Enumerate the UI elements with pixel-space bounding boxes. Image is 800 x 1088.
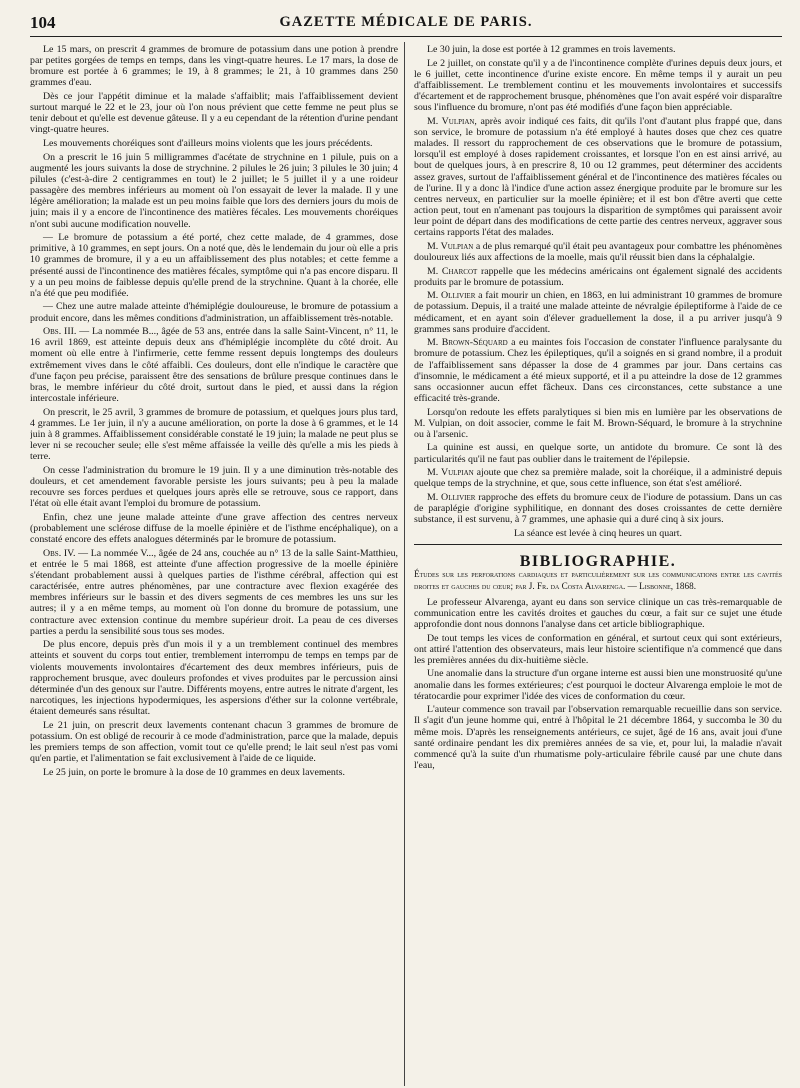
paragraph-label: M. Brown-Séquard: [427, 337, 508, 349]
page-number: 104: [30, 13, 56, 32]
paragraph-text: rapproche des effets du bromure ceux de l'iodure de potassium. Dans un cas de paraplégie d'origine syphilitique, en donnant des doses croissantes de cette dernière substance, il est survenu, à 7 grammes, une aphasie qui a duré cinq à six jours.: [414, 491, 782, 526]
left-column-paragraph: [30, 639, 398, 717]
left-column-paragraph: [30, 138, 398, 149]
right-column-paragraph: [414, 241, 782, 263]
right-column-paragraph: [414, 116, 782, 239]
session-closing: La séance est levée à cinq heures un quart.: [513, 527, 683, 539]
bibliography-paragraph: Une anomalie dans la structure d'un organe interne est aussi bien une monstruosité qu'une anomalie dans les formes extérieures; c'est pourquoi le docteur Alvarenga emploie le mot de tératocardie pour exprimer l'idée des vices de conformation du cœur.: [414, 668, 782, 702]
paragraph-text: a eu maintes fois l'occasion de constater l'influence paralysante du bromure de potassium. Chez les épileptiques, qu'il a soignés en si grand nombre, il a produit de l'affaiblissement sans dépasser la dose de 4 grammes par jour. Dans certains cas d'insomnie, le médicament a été mieux supporté, et il a pu atteindre la dose de 12 grammes sans occasionner aucun effet fâcheux. Dans ces circonstances, cette substance a une efficacité très-grande.: [414, 337, 782, 405]
column-divider: [404, 42, 405, 1086]
right-column-paragraph: [414, 467, 782, 489]
paragraph-text: On prescrit, le 25 avril, 3 grammes de bromure de potassium, et quelques jours plus tard, 4 grammes. Le 1er juin, il n'y a aucune amélioration, on porte la dose à 6 grammes, et le 14 juin à 8 grammes. Affaiblissement considérable constaté le 19 juin; la malade ne peut plus se lever ni se recoucher seule; elle s'est même affaissée la veille dès qu'elle a mis les pieds à terre.: [30, 406, 398, 463]
paragraph-text: — La nommée B..., âgée de 53 ans, entrée dans la salle Saint-Vincent, n° 11, le 16 avril 1869, est atteinte depuis deux ans d'hémiplégie incomplète du côté droit. Au moment où elle entre à l'infirmerie, cette femme ressent depuis longtemps des douleurs extrêmement vives dans le côté affaibli. Ces douleurs, dont elle n'indique le caractère que d'une façon peu précise, paraissent être des sensations de brûlure presque continues dans le bras, le membre inférieur du côté droit, surtout dans le pied, et aussi dans la région intercostale inférieure.: [30, 326, 398, 405]
paragraph-text: Le 2 juillet, on constate qu'il y a de l'incontinence complète d'urines depuis deux jours, et le 6 juillet, cette incontinence d'urine existe encore. En même temps il y aurait un peu d'affaiblissement. Le tremblement continu et les mouvements involontaires et successifs d'écartement et de rapprochement brusque, phénomènes que l'on avait espéré voir disparaître sous l'influence du bromure, n'ont pas été modifiés d'une façon bien appréciable.: [414, 57, 782, 114]
left-column: [30, 44, 398, 1084]
paragraph-label: Obs. IV.: [43, 547, 76, 559]
left-column-paragraph: [30, 720, 398, 765]
left-column-paragraph: [30, 232, 398, 299]
reference-title: Études sur les perforations cardiaques et particulièrement sur les communications entre les cavités droites et gauches du cœur;: [414, 569, 782, 591]
paragraph-label: M. Charcot: [427, 265, 478, 277]
paragraph-label: M. Ollivier: [427, 290, 476, 302]
journal-title: GAZETTE MÉDICALE DE PARIS.: [279, 14, 533, 30]
paragraph-text: Dès ce jour l'appétit diminue et la malade s'affaiblit; mais l'affaiblissement devient surtout marqué le 22 et le 23, jour où l'on nous prévient que cette femme ne peut plus se tenir debout et qu'elle est devenue gâteuse. Il y a eu cependant de la rétention d'urine pendant vingt-quatre heures.: [30, 91, 398, 136]
right-column-paragraph: [414, 44, 782, 55]
bibliography-heading: BIBLIOGRAPHIE.: [519, 552, 677, 570]
paragraph-text: On a prescrit le 16 juin 5 milligrammes d'acétate de strychnine en 1 pilule, puis on a augmenté les jours suivants la dose de strychnine. 2 pilules le 26 juin; 3 pilules le 30 juin; 4 pilules (c'est-à-dire 2 centigrammes en tout) le 2 juillet; le 5 juillet il y a une roideur passagère des membres inférieurs au moment où l'on essayait de lever la malade. Il y une légère amélioration; la malade est un peu moins faible que lors des derniers jours du mois de juin; mais il y a encore de l'incontinence des matières fécales. Les mouvements choréiques n'ont subi aucune modification nouvelle.: [30, 151, 398, 230]
right-column-paragraphs: [414, 44, 782, 525]
paragraph-text: ajoute que chez sa première malade, soit la choréique, il a administré depuis quelque temps de la strychnine, et que, sous cette influence, son état s'est amélioré.: [414, 467, 782, 490]
reference-author: par J. Fr. da Costa Alvarenga. — Lisbonne, 1868.: [513, 580, 696, 591]
paragraph-text: Le 30 juin, la dose est portée à 12 grammes en trois lavements.: [427, 44, 676, 55]
paragraph-text: Lorsqu'on redoute les effets paralytiques si bien mis en lumière par les observations de M. Vulpian, on doit associer, comme le fait M. Brown-Séquard, le bromure à la strychnine ou à l'arsenic.: [414, 406, 782, 440]
paragraph-label: M. Ollivier: [427, 491, 476, 503]
paragraph-text: Les mouvements choréiques sont d'ailleurs moins violents que les jours précédents.: [43, 138, 373, 150]
paragraph-text: — La nommée V..., âgée de 24 ans, couchée au n° 13 de la salle Saint-Matthieu, et entrée le 5 mai 1868, est atteinte d'une affection progressive de la moelle épinière s'étendant probablement aussi à quelques parties de l'isthme cérébral, affection qui est caractérisée, entre autres phénomènes, par une contracture avec flexion exagérée des membres inférieurs sur le bassin et des divers segments de ces membres les uns sur les autres; il y a en même temps, au moment où l'on donne du bromure de potassium, une contracture avec extension continue du membre supérieur droit. La peau de ces diverses parties a perdu la sensibilité sous tous ses modes.: [30, 547, 398, 637]
right-column-paragraph: [414, 266, 782, 288]
left-column-paragraph: [30, 465, 398, 510]
paragraph-text: — Le bromure de potassium a été porté, chez cette malade, de 4 grammes, dose primitive, à 10 grammes, en sept jours. On a noté que, dès le lendemain du jour où elle a pris 10 grammes de bromure, il y a eu un affaiblissement des plus notables; et cette femme a présenté aussi de l'incontinence des matières fécales, symptôme qui n'a pas encore disparu. Il y a un peu moins de faiblesse depuis qu'elle prend de la strychnine. Quant à la chorée, elle n'a été que peu modifiée.: [30, 232, 398, 299]
paragraph-label: M. Vulpian,: [427, 115, 477, 127]
bibliography-reference: [414, 569, 782, 591]
left-column-paragraph: [30, 301, 398, 323]
paragraph-text: a de plus remarqué qu'il était peu avantageux pour combattre les phénomènes douloureux liés aux affections de la moelle, mais qu'il réussit bien dans la céphalalgie.: [414, 240, 782, 263]
paragraph-text: — Chez une autre malade atteinte d'hémiplégie douloureuse, le bromure de potassium a produit encore, dans les mêmes conditions d'administration, un affaiblissement très-notable.: [30, 301, 398, 324]
paragraph-text: a fait mourir un chien, en 1863, en lui administrant 10 grammes de bromure de potassium. Depuis, il a traité une malade atteinte de névralgie épileptiforme à l'aide de ce médicament, et en ayant soin d'élever graduellement la dose, il a pu arriver jusqu'à 9 grammes sans produire d'accident.: [414, 290, 782, 335]
right-column: [414, 44, 782, 1084]
paragraph-label: M. Vulpian: [427, 240, 474, 252]
left-column-paragraph: [30, 512, 398, 545]
left-column-paragraph: [30, 767, 398, 778]
bibliography-paragraph: De tout temps les vices de conformation en général, et surtout ceux qui sont extérieurs, ont attiré l'attention des observateurs, mais leur histoire scientifique n'a commencé que dans les premières années du dix-huitième siècle.: [414, 632, 782, 666]
paragraph-text: Le 15 mars, on prescrit 4 grammes de bromure de potassium dans une potion à prendre par petites gorgées de temps en temps, dans les vingt-quatre heures. Le 17 mars, la dose de bromure est portée à 6 grammes; le 19, à 8 grammes; le 21, à 10 grammes dans 250 grammes d'eau.: [30, 44, 398, 89]
bibliography-paragraph: Le professeur Alvarenga, ayant eu dans son service clinique un cas très-remarquable de communication entre les cavités droites et gauches du cœur, a fait sur ce sujet une étude approfondie dont nous donnons l'analyse dans cet article bibliographique.: [414, 596, 782, 631]
right-column-paragraph: [414, 442, 782, 464]
paragraph-label: Obs. III.: [43, 326, 77, 338]
paragraph-text: Enfin, chez une jeune malade atteinte d'une grave affection des centres nerveux (probablement une sclérose diffuse de la moelle épinière et de l'isthme encéphalique), on a constaté encore des effets analogues déterminés par le bromure de potassium.: [30, 511, 398, 546]
right-column-paragraph: [414, 492, 782, 525]
left-column-paragraph: [30, 548, 398, 637]
paragraph-text: La quinine est aussi, en quelque sorte, un antidote du bromure. Ce sont là des particularités qu'il ne faut pas oublier dans le traitement de l'épilepsie.: [414, 442, 782, 465]
bibliography-paragraphs: [414, 597, 782, 772]
right-column-paragraph: [414, 58, 782, 114]
paragraph-text: Le 25 juin, on porte le bromure à la dose de 10 grammes en deux lavements.: [43, 766, 345, 778]
right-column-paragraph: [414, 407, 782, 440]
paragraph-text: Le 21 juin, on prescrit deux lavements contenant chacun 3 grammes de bromure de potassium. On est obligé de recourir à ce mode d'administration, parce que la malade, depuis les premiers temps de son affection, vomit tout ce qu'elle prend; le lait seul n'est pas vomi qu'en partie, et l'alimentation se fait exclusivement à l'aide de ce liquide.: [30, 719, 398, 765]
left-column-paragraph: [30, 407, 398, 463]
bibliography-paragraph: L'auteur commence son travail par l'observation remarquable recueillie dans son service. Il s'agit d'un jeune homme qui, entré à l'hôpital le 21 décembre 1864, y succomba le 30 du même mois. D'après les renseignements antérieurs, ce sujet, âgé de 16 ans, avait joui d'une santé ordinaire pendant les dix premières années de sa vie, et, pour lui, la maladie n'avait commencé qu'à la suite d'un rhumatisme poly-articulaire fébrile causé par une chute dans l'eau,: [414, 704, 782, 772]
left-column-paragraph: [30, 91, 398, 136]
right-column-paragraph: [414, 337, 782, 404]
paragraph-text: De plus encore, depuis près d'un mois il y a un tremblement continuel des membres atteints et souvent du corps tout entier, tremblement interrompu de temps en temps par de violents mouvements involontaires d'écartement des deux membres inférieurs, puis de rapprochement brusque, avec douleurs profondes et vives produites par le percussion ainsi déterminée d'un des genoux sur l'autre. Différents moyens, entre autres le nitrate d'argent, les narcotiques, les injections hypodermiques, les aspersions d'éther sur la colonne vertébrale, étaient demeurés sans résultat.: [30, 639, 398, 718]
paragraph-label: M. Vulpian: [427, 467, 474, 479]
paragraph-text: rappelle que les médecins américains ont également signalé des accidents produits par le bromure de potassium.: [414, 265, 782, 288]
left-column-paragraph: [30, 44, 398, 89]
left-column-paragraph: [30, 326, 398, 404]
section-rule: [414, 544, 782, 545]
paragraph-text: après avoir indiqué ces faits, dit qu'ils l'ont d'autant plus frappé que, dans son service, le bromure de potassium n'a été employé à hautes doses que chez ces quatre malades. Il ressort du rapprochement de ces observations que le bromure de potassium, lorsqu'il est employé à doses rapidement croissantes, et lorsque l'on en est ainsi arrivé, au bout de quelques jours, à en prescrire 8, 10 ou 12 grammes, peut déterminer des accidents assez graves, surtout de l'affaiblissement général et de l'incontinence des matières fécales ou de l'urine. Il y a donc là l'indice d'une action assez énergique produite par le bromure sur les centres nerveux, en particulier sur la moelle épinière; et il est bon d'être averti que cette action peut, tout en n'amenant pas toujours la disparition de symptômes qui paraissent avoir leur point de départ dans des modifications de cette partie des centres nerveux, aggraver sous certains rapports l'état des malades.: [414, 115, 782, 239]
right-column-paragraph: [414, 290, 782, 335]
paragraph-text: On cesse l'administration du bromure le 19 juin. Il y a une diminution très-notable des douleurs, et cet amendement favorable persiste les jours suivants; peu à peu la malade recouvre ses forces perdues et quelques jours après elle se retrouve, sous ce rapport, dans l'état où elle était avant l'emploi du bromure de potassium.: [30, 464, 398, 510]
left-column-paragraph: [30, 152, 398, 230]
page-header: [30, 10, 782, 37]
